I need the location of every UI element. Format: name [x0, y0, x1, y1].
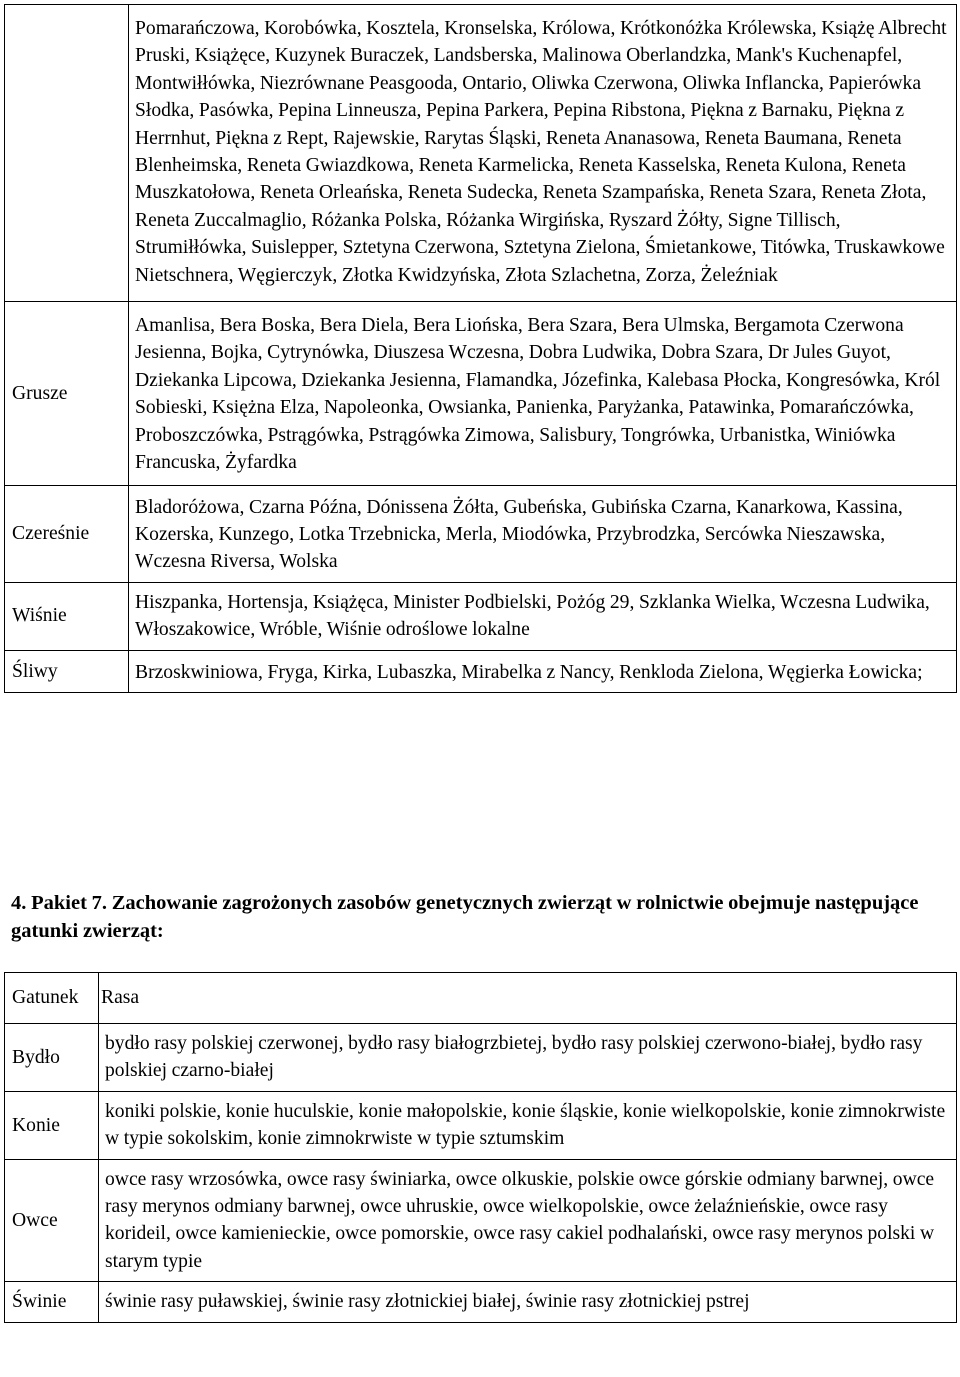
- varieties-list: Bladoróżowa, Czarna Późna, Dónissena Żółta, Gubeńska, Gubińska Czarna, Kanarkowa, Kassina, Kozerska, Kunzego, Lotka Trzebnicka, Merla, Miodówka, Przybrodzka, Sercówka Nieszawska, Wczesna Riversa, Wolska: [129, 485, 957, 582]
- table-row: [5, 1024, 957, 1092]
- table-header-row: [5, 973, 957, 1024]
- table-row: [5, 485, 957, 582]
- table-row: [5, 1282, 957, 1322]
- species-label: Grusze: [5, 302, 129, 485]
- table-row: [5, 302, 957, 485]
- table-row: [5, 5, 957, 302]
- fruit-varieties-table: [4, 4, 957, 693]
- species-label: Świnie: [5, 1282, 99, 1322]
- column-header-species: Gatunek: [5, 973, 99, 1024]
- varieties-list: Pomarańczowa, Korobówka, Kosztela, Kronselska, Królowa, Krótkonóżka Królewska, Książę Albrecht Pruski, Książęce, Kuzynek Buraczek, Landsberska, Malinowa Oberlandzka, Mank's Kuchenapfel, Montwiłłówka, Niezrównane Peasgooda, Ontario, Oliwka Czerwona, Oliwka Inflancka, Papierówka Słodka, Pasówka, Pepina Linneusza, Pepina Parkera, Pepina Ribstona, Piękna z Barnaku, Piękna z Herrnhut, Piękna z Rept, Rajewskie, Rarytas Śląski, Reneta Ananasowa, Reneta Baumana, Reneta Blenheimska, Reneta Gwiazdkowa, Reneta Karmelicka, Reneta Kasselska, Reneta Kulona, Reneta Muszkatołowa, Reneta Orleańska, Reneta Sudecka, Reneta Szampańska, Reneta Szara, Reneta Złota, Reneta Zuccalmaglio, Różanka Polska, Różanka Wirgińska, Ryszard Żółty, Signe Tillisch, Strumiłłówka, Suislepper, Sztetyna Czerwona, Sztetyna Zielona, Śmietankowe, Titówka, Truskawkowe Nietschnera, Węgierczyk, Złotka Kwidzyńska, Złota Szlachetna, Zorza, Żeleźniak: [129, 5, 957, 302]
- varieties-list: Brzoskwiniowa, Fryga, Kirka, Lubaszka, Mirabelka z Nancy, Renkloda Zielona, Węgierka Łowicka;: [129, 650, 957, 692]
- section-heading: 4. Pakiet 7. Zachowanie zagrożonych zasobów genetycznych zwierząt w rolnictwie obejmuje następujące gatunki zwierząt:: [11, 892, 919, 942]
- species-label: Śliwy: [5, 650, 129, 692]
- varieties-list: Amanlisa, Bera Boska, Bera Diela, Bera Liońska, Bera Szara, Bera Ulmska, Bergamota Czerwona Jesienna, Bojka, Cytrynówka, Diuszesa Wczesna, Dobra Ludwika, Dobra Szara, Dr Jules Guyot, Dziekanka Lipcowa, Dziekanka Jesienna, Flamandka, Józefinka, Kalebasa Płocka, Kongresówka, Król Sobieski, Księżna Elza, Napoleonka, Owsianka, Panienka, Paryżanka, Patawinka, Pomarańczówka, Proboszczówka, Pstrągówka, Pstrągówka Zimowa, Salisbury, Tongrówka, Urbanistka, Winiówka Francuska, Żyfardka: [129, 302, 957, 485]
- breeds-list: koniki polskie, konie huculskie, konie małopolskie, konie śląskie, konie wielkopolskie, konie zimnokrwiste w typie sokolskim, konie zimnokrwiste w typie sztumskim: [99, 1091, 957, 1159]
- breeds-list: bydło rasy polskiej czerwonej, bydło rasy białogrzbietej, bydło rasy polskiej czerwono-białej, bydło rasy polskiej czarno-białej: [99, 1024, 957, 1092]
- breeds-list: owce rasy wrzosówka, owce rasy świniarka, owce olkuskie, polskie owce górskie odmiany barwnej, owce rasy merynos odmiany barwnej, owce uhruskie, owce wielkopolskie, owce żelaźnieńskie, owce rasy korideil, owce kamienieckie, owce pomorskie, owce rasy cakiel podhalański, owce rasy merynos polski w starym typie: [99, 1159, 957, 1282]
- table-row: [5, 1159, 957, 1282]
- species-label: Bydło: [5, 1024, 99, 1092]
- species-label: Owce: [5, 1159, 99, 1282]
- table-row: [5, 650, 957, 692]
- species-label: Konie: [5, 1091, 99, 1159]
- varieties-list: Hiszpanka, Hortensja, Książęca, Minister Podbielski, Pożóg 29, Szklanka Wielka, Wczesna Ludwika, Włoszakowice, Wróble, Wiśnie odroślowe lokalne: [129, 582, 957, 650]
- table-row: [5, 582, 957, 650]
- animal-breeds-table: [4, 972, 957, 1323]
- column-header-breed: Rasa: [99, 973, 957, 1024]
- table-row: [5, 1091, 957, 1159]
- species-label: Czereśnie: [5, 485, 129, 582]
- species-label: [5, 5, 129, 302]
- breeds-list: świnie rasy puławskiej, świnie rasy złotnickiej białej, świnie rasy złotnickiej pstrej: [99, 1282, 957, 1322]
- species-label: Wiśnie: [5, 582, 129, 650]
